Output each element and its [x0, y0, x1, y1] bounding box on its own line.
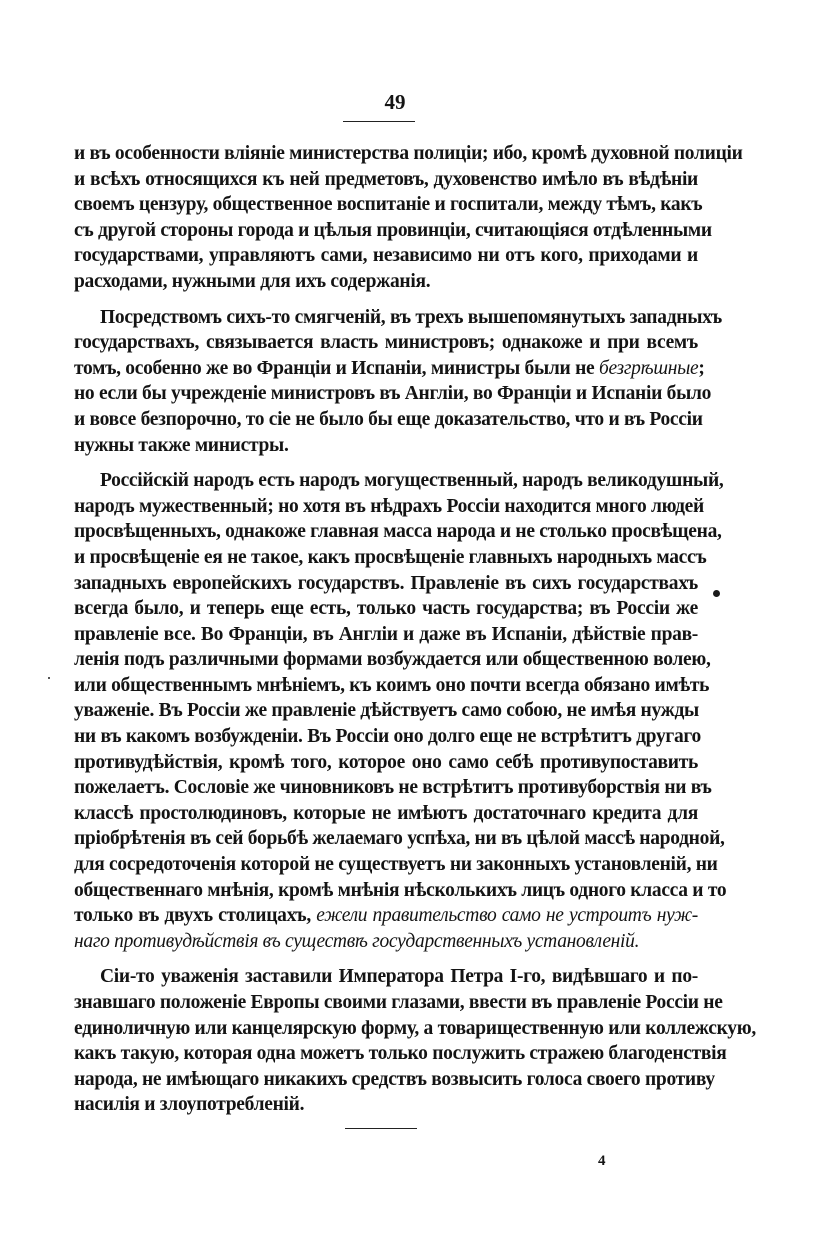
text-line: народа, не имѣющаго никакихъ средствъ возвысить голоса своего противу — [74, 1068, 715, 1090]
text-line: своемъ цензуру, общественное воспитаніе и госпитали, между тѣмъ, какъ — [74, 194, 703, 216]
text-line: государствахъ, связывается власть министровъ; однакоже и при всемъ — [74, 332, 698, 354]
text-line: и всѣхъ относящихся къ ней предметовъ, духовенство имѣло въ вѣдѣніи — [74, 168, 698, 190]
text-line: правленіе все. Во Франціи, въ Англіи и даже въ Испаніи, дѣйствіе прав- — [74, 623, 698, 645]
paragraph — [74, 141, 743, 295]
text-line: но если бы учрежденіе министровъ въ Англіи, во Франціи и Испаніи было — [74, 383, 712, 405]
text-line: какъ такую, которая одна можетъ только послужить стражею благоденствія — [74, 1043, 727, 1065]
text-fragment: томъ, особенно же во Франціи и Испаніи, министры были не — [74, 357, 599, 379]
text-fragment: только въ двухъ столицахъ, — [74, 905, 317, 927]
text-line: пожелаетъ. Сословіе же чиновниковъ не встрѣтитъ противуборствія ни въ — [74, 777, 712, 799]
text-line: Сіи-то уваженія заставили Императора Петра I-го, видѣвшаго и по- — [100, 966, 698, 988]
text-line: западныхъ европейскихъ государствъ. Правленіе въ сихъ государствахъ — [74, 572, 698, 594]
text-line: противудѣйствія, кромѣ того, которое оно само себѣ противупоставить — [74, 751, 698, 773]
text-line: расходами, нужными для ихъ содержанія. — [74, 270, 431, 292]
text-line: знавшаго положеніе Европы своими глазами, ввести въ правленіе Россіи не — [74, 992, 723, 1013]
text-line: ленія подъ различными формами возбуждается или общественною волею, — [74, 649, 711, 671]
paragraph — [74, 468, 727, 954]
header-rule — [343, 121, 415, 122]
text-line: общественнаго мнѣнія, кромѣ мнѣнія нѣсколькихъ лицъ одного класса и то — [74, 879, 727, 901]
text-line: и вовсе безпорочно, то сіе не было бы еще доказательство, что и въ Россіи — [74, 408, 703, 430]
text-line: народъ мужественный; но хотя въ нѣдрахъ Россіи находится много людей — [74, 495, 704, 517]
text-line: съ другой стороны города и цѣлыя провинціи, считающіяся отдѣленными — [74, 219, 712, 241]
footer-rule — [345, 1128, 417, 1129]
text-line: просвѣщенныхъ, однакоже главная масса народа и не столько просвѣщена, — [74, 521, 722, 543]
text-line: классѣ простолюдиновъ, которые не имѣютъ достаточнаго кредита для — [74, 802, 698, 824]
text-line: насилія и злоупотребленій. — [74, 1094, 305, 1116]
paragraph — [74, 964, 756, 1118]
text-line: всегда было, и теперь еще есть, только часть государства; въ Россіи же — [74, 598, 698, 620]
page-number: 49 — [384, 90, 406, 114]
body-text — [74, 141, 756, 1118]
text-line: наго противудѣйствія въ существѣ государственныхъ установленій. — [74, 930, 640, 952]
text-line: и въ особенности вліяніе министерства полиціи; ибо, кромѣ духовной полиціи — [74, 143, 743, 164]
text-line: нужны также министры. — [74, 434, 289, 456]
text-line — [74, 903, 698, 929]
italic-phrase: ежели правительство само не устроитъ нуж- — [316, 905, 698, 927]
italic-word: безгрѣшные — [598, 357, 699, 379]
text-line: для сосредоточенія которой не существуетъ ни законныхъ установленій, ни — [74, 854, 718, 876]
text-line: и просвѣщеніе ея не такое, какъ просвѣщеніе главныхъ народныхъ массъ — [74, 546, 707, 568]
text-line: пріобрѣтенія въ сей борьбѣ желаемаго успѣха, ни въ цѣлой массѣ народной, — [74, 828, 725, 850]
margin-ink-speck — [48, 677, 50, 679]
text-line: ни въ какомъ возбужденіи. Въ Россіи оно долго еще не встрѣтитъ другаго — [74, 726, 701, 748]
text-line: единоличную или канцелярскую форму, а товарищественную или коллежскую, — [74, 1017, 756, 1039]
text-line: или общественнымъ мнѣніемъ, къ коимъ оно почти всегда обязано имѣть — [74, 674, 710, 696]
text-line: уваженіе. Въ Россіи же правленіе дѣйствуетъ само собою, не имѣя нужды — [74, 700, 699, 722]
text-line: государствами, управляютъ сами, независимо ни отъ кого, приходами и — [74, 245, 698, 267]
text-line: Россійскій народъ есть народъ могущественный, народъ великодушный, — [100, 470, 724, 492]
paragraph — [74, 305, 722, 459]
text-fragment: ; — [698, 357, 705, 379]
text-line — [74, 356, 705, 382]
text-line: Посредствомъ сихъ-то смягченій, въ трехъ вышепомянутыхъ западныхъ — [100, 306, 722, 328]
margin-ink-dot — [713, 590, 720, 597]
printer-signature-mark: 4 — [598, 1153, 606, 1169]
